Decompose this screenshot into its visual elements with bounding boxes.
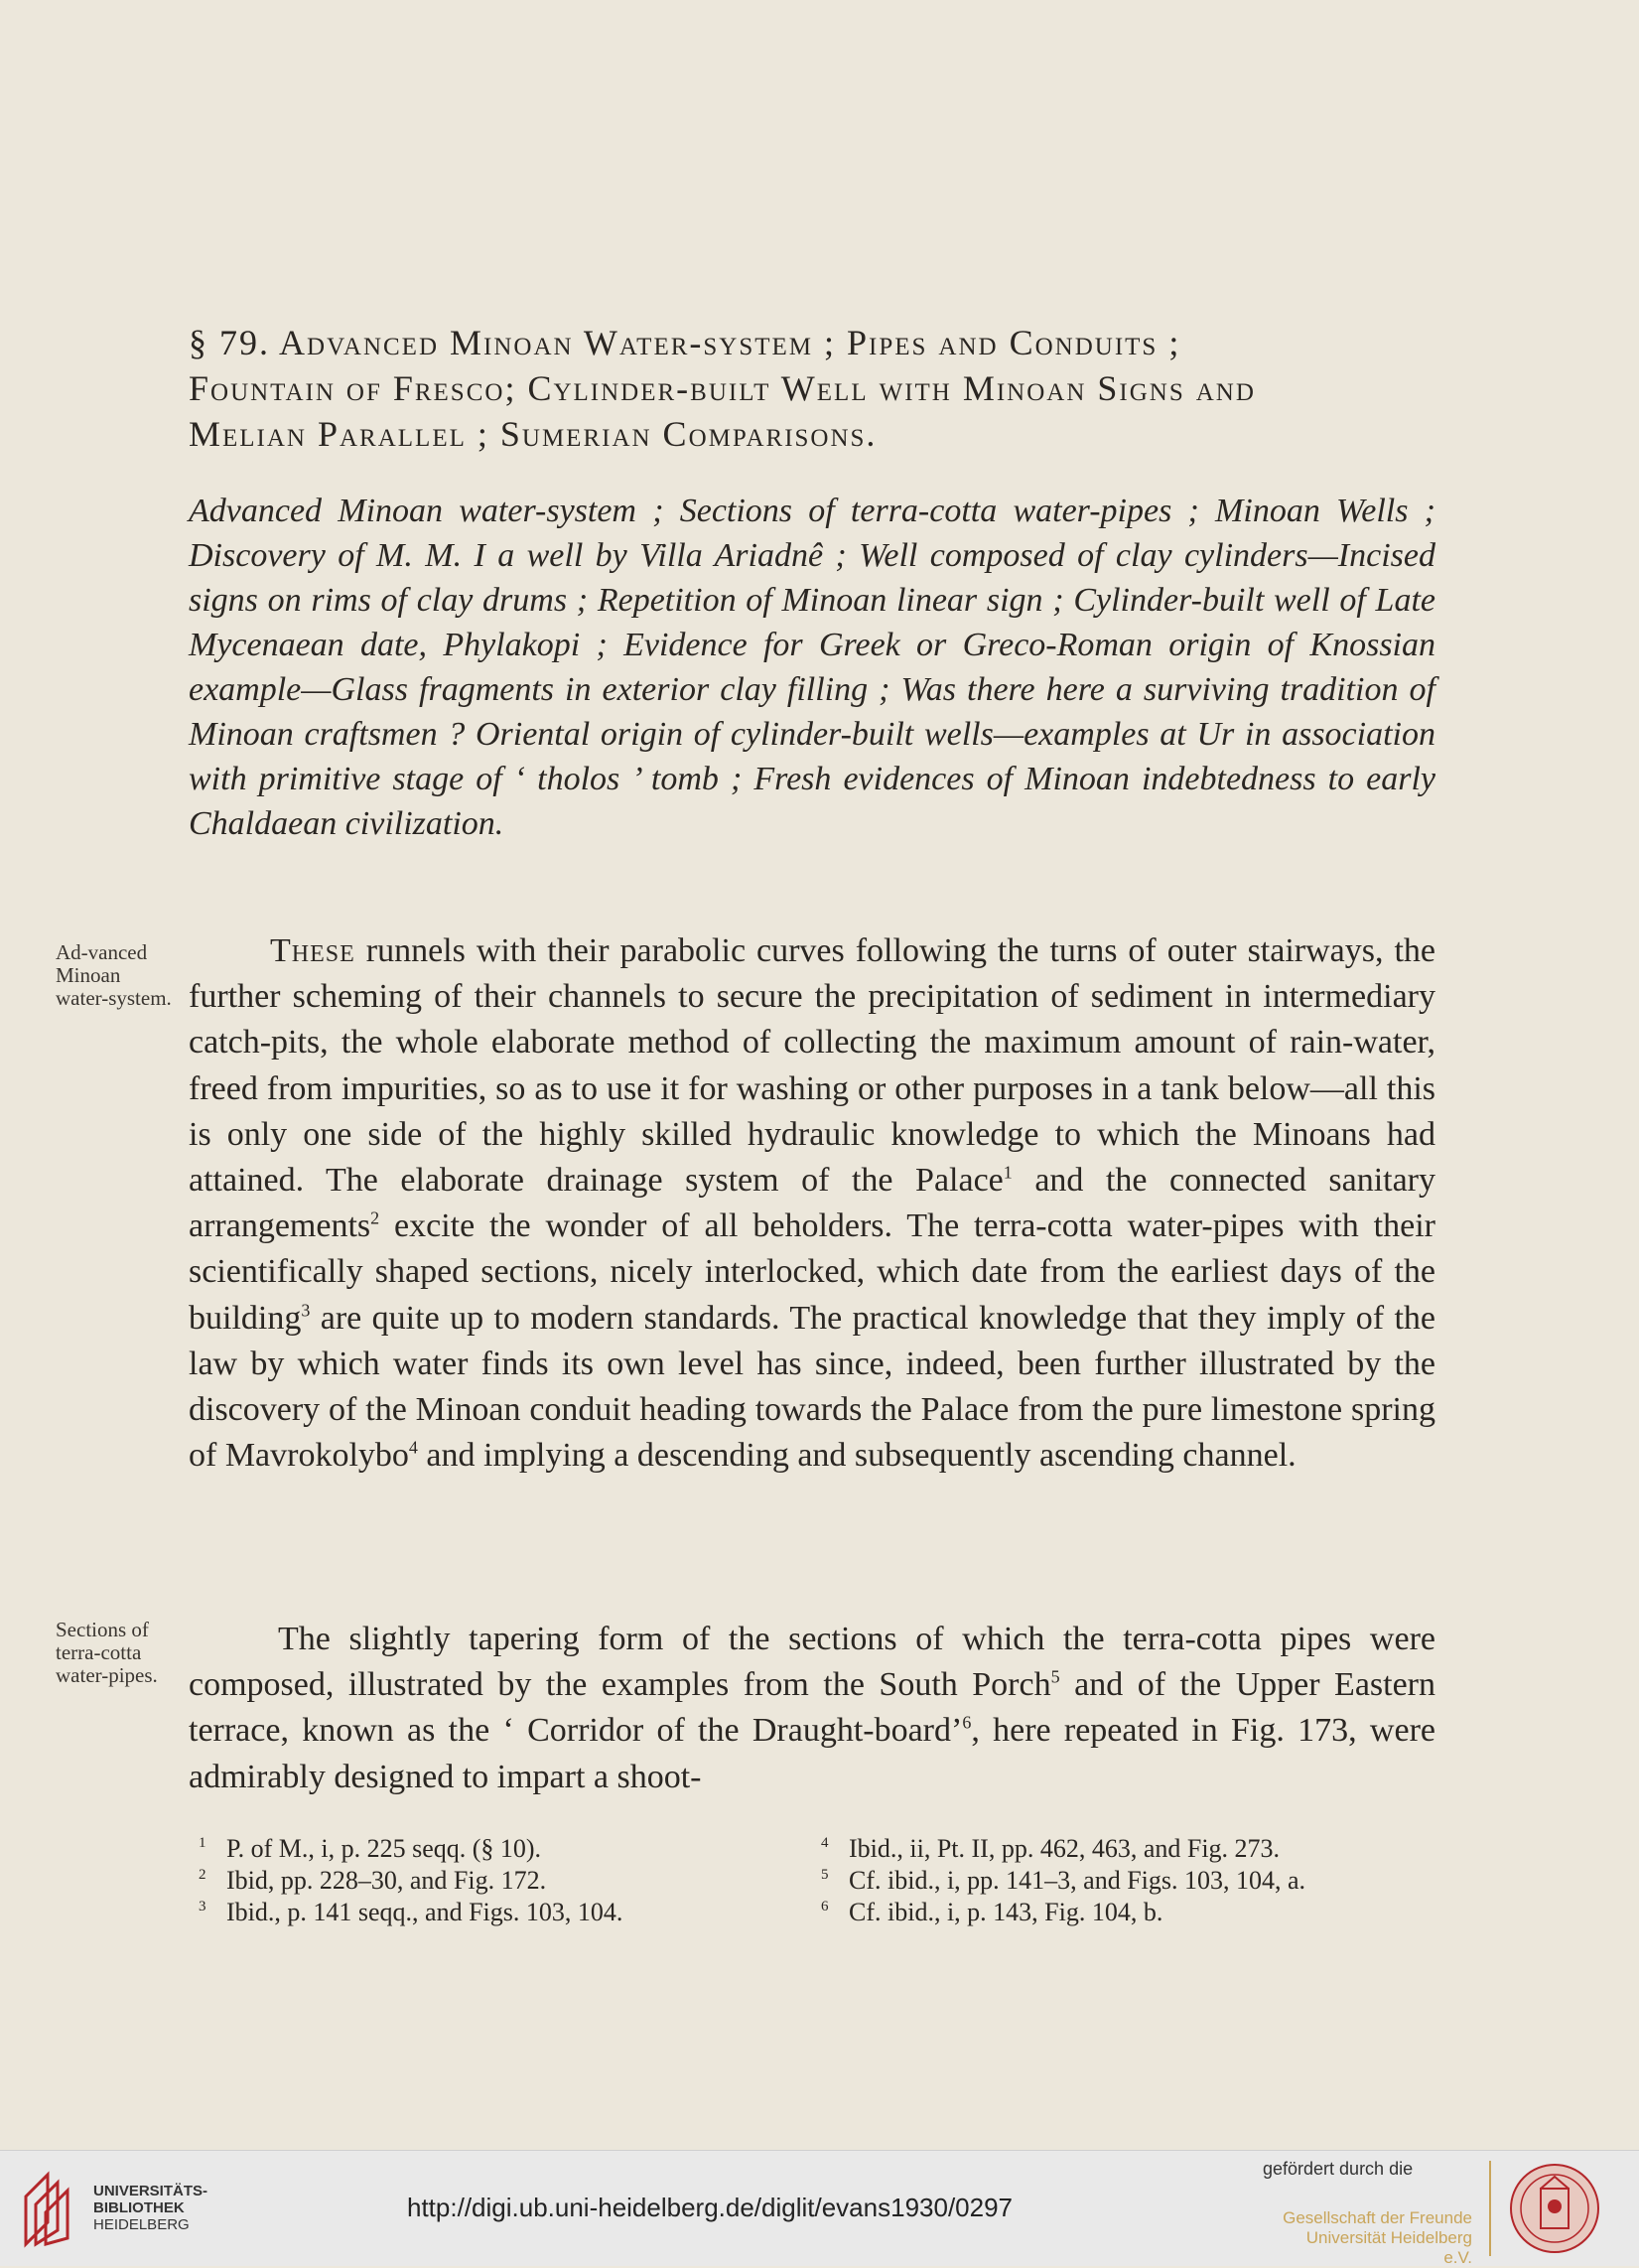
sponsor-society-name: [1274, 2208, 1472, 2268]
body-paragraph: [189, 928, 1435, 1479]
body-text: excite the wonder of all beholders. The terra-cotta water-pipes with their scientifically shaped sections, nicely interlocked, which date from the earliest days of the building: [189, 1207, 1435, 1337]
footnote-ref[interactable]: 6: [962, 1713, 972, 1734]
body-text: and implying a descending and subsequently ascending channel.: [417, 1437, 1297, 1475]
footnote-ref[interactable]: 4: [408, 1437, 418, 1458]
heading-line: Fountain of Fresco; Cylinder-built Well with Minoan Signs and: [189, 368, 1256, 408]
digitization-footer: [0, 2150, 1639, 2266]
university-seal-icon: [1509, 2163, 1600, 2254]
footnote-number: 1: [199, 1835, 206, 1851]
body-text: The slightly tapering form of the sections of which the terra-cotta pipes were composed, illustrated by the examples from the South Porch: [189, 1621, 1435, 1704]
footnote-text: P. of M., i, p. 225 seqq. (§ 10).: [226, 1834, 542, 1863]
footnote: [821, 1865, 1444, 1897]
footnotes-left: [199, 1833, 822, 1928]
body-text: runnels with their parabolic curves following the turns of outer stairways, the further scheming of their channels to secure the precipitation of sediment in intermediary catch-pits, the whole elaborate method of collecting the maximum amount of rain-water, freed from impurities, so as to use it for washing or other purposes in a tank below—all this is only one side of the highly skilled hydraulic knowledge to which the Minoans had attained. The elaborate drainage system of the Palace: [189, 932, 1435, 1200]
university-library-logo-icon: [18, 2167, 81, 2250]
footnote: [821, 1897, 1444, 1928]
margin-note-pipes: Sections of terra-cotta water-pipes.: [56, 1618, 158, 1687]
margin-note-water-system: Ad-vanced Minoan water-system.: [56, 940, 172, 1010]
footnote-ref[interactable]: 1: [1003, 1162, 1013, 1183]
body-text: and of the Upper Eastern terrace, known as the ‘ Corridor of the Draught-board’: [189, 1666, 1435, 1750]
library-name-line: BIBLIOTHEK: [93, 2199, 185, 2216]
footnote-number: 3: [199, 1899, 206, 1914]
footnote-ref[interactable]: 3: [301, 1300, 311, 1321]
footnote-number: 5: [821, 1867, 829, 1883]
footer-divider: [1489, 2161, 1491, 2256]
library-name-line: HEIDELBERG: [93, 2216, 190, 2233]
body-text: and the connected sanitary arrangements: [189, 1162, 1436, 1245]
section-heading: [189, 320, 1435, 457]
section-summary: Advanced Minoan water-system ; Sections of terra-cotta water-pipes ; Minoan Wells ; Discovery of M. M. I a well by Villa Ariadnê ; Well composed of clay cylinders—Incised signs on rims of clay drums ; Repetition of Minoan linear sign ; Cylinder-built well of Late Mycenaean date, Phylakopi ; Evidence for Greek or Greco-Roman origin of Knossian example—Glass fragments in exterior clay filling ; Was there here a surviving tradition of Minoan craftsmen ? Oriental origin of cylinder-built wells—examples at Ur in association with primitive stage of ‘ tholos ’ tomb ; Fresh evidences of Minoan indebtedness to early Chaldaean civilization.: [189, 493, 1435, 842]
footnote-number: 2: [199, 1867, 206, 1883]
heading-line: Melian Parallel ; Sumerian Comparisons.: [189, 414, 878, 454]
footnote-text: Ibid., p. 141 seqq., and Figs. 103, 104.: [226, 1898, 623, 1926]
footnote: [199, 1865, 822, 1897]
society-name-line: Gesellschaft der Freunde: [1283, 2208, 1472, 2227]
footnote-number: 6: [821, 1899, 829, 1914]
footnote-text: Cf. ibid., i, p. 143, Fig. 104, b.: [849, 1898, 1163, 1926]
university-library-name: [93, 2183, 207, 2233]
heading-line: § 79. Advanced Minoan Water-system ; Pipes and Conduits ;: [189, 323, 1181, 362]
footnote: [821, 1833, 1444, 1865]
footnote-ref[interactable]: 2: [370, 1207, 380, 1228]
footnote-text: Ibid, pp. 228–30, and Fig. 172.: [226, 1866, 547, 1895]
body-text: , here repeated in Fig. 173, were admirably designed to impart a shoot-: [189, 1712, 1435, 1795]
permalink-url[interactable]: http://digi.ub.uni-heidelberg.de/diglit/evans1930/0297: [407, 2193, 1014, 2222]
body-text: are quite up to modern standards. The practical knowledge that they imply of the law by which water finds its own level has since, indeed, been further illustrated by the discovery of the Minoan conduit heading towards the Palace from the pure limestone spring of Mavrokolybo: [189, 1299, 1435, 1475]
body-paragraph: [189, 1617, 1435, 1800]
footnotes-right: [821, 1833, 1444, 1928]
footnote-number: 4: [821, 1835, 829, 1851]
society-name-line: Universität Heidelberg e.V.: [1305, 2228, 1472, 2267]
footnote: [199, 1897, 822, 1928]
footnote: [199, 1833, 822, 1865]
footnote-text: Ibid., ii, Pt. II, pp. 462, 463, and Fig. 273.: [849, 1834, 1281, 1863]
library-name-line: UNIVERSITÄTS-: [93, 2183, 208, 2199]
footnote-text: Cf. ibid., i, pp. 141–3, and Figs. 103, 104, a.: [849, 1866, 1306, 1895]
footnote-ref[interactable]: 5: [1050, 1666, 1060, 1687]
paragraph-lead-word: These: [270, 932, 355, 969]
sponsor-text: gefördert durch die: [1263, 2159, 1414, 2179]
